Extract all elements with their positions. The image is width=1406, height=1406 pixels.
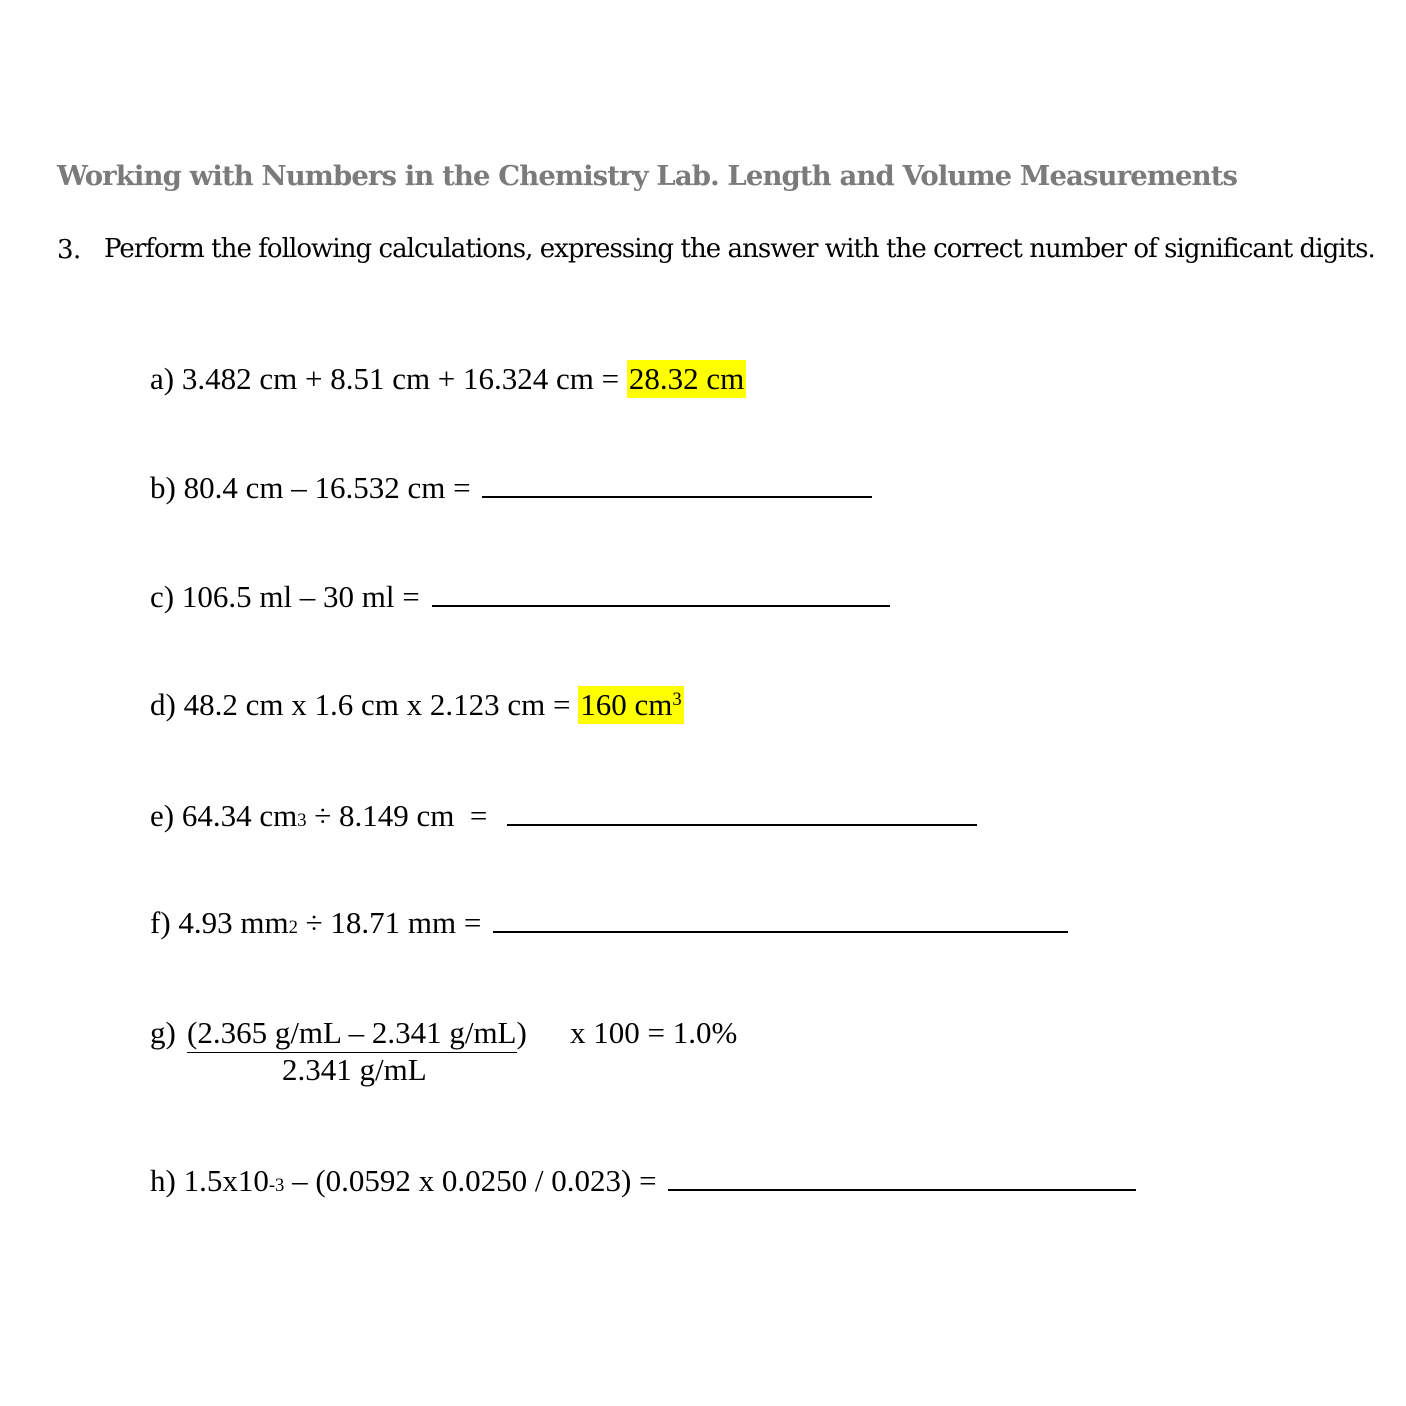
problem-c bbox=[150, 577, 890, 615]
problem-b-answer-blank[interactable] bbox=[482, 468, 872, 498]
question-number: 3. bbox=[57, 235, 81, 265]
problem-f: f) 4.93 mm 2 ÷ 18.71 mm = bbox=[150, 903, 1068, 941]
problem-g-numerator: (2.365 g/mL – 2.341 g/mL) bbox=[187, 1015, 527, 1050]
problem-a-answer: 28.32 cm bbox=[628, 361, 745, 396]
problem-d bbox=[150, 686, 684, 724]
problem-e: e) 64.34 cm 3 ÷ 8.149 cm = bbox=[150, 796, 977, 834]
problem-h-expression-start: h) 1.5x10 bbox=[150, 1163, 269, 1198]
problem-h: h) 1.5x10 -3 – (0.0592 x 0.0250 / 0.023) = bbox=[150, 1161, 1136, 1199]
problem-g-denominator: 2.341 g/mL bbox=[282, 1052, 427, 1087]
problem-h-expression-end: – (0.0592 x 0.0250 / 0.023) = bbox=[284, 1163, 665, 1198]
problem-d-answer-exponent: 3 bbox=[672, 688, 682, 710]
page-title: Working with Numbers in the Chemistry Lab. Length and Volume Measurements bbox=[57, 160, 1238, 192]
problem-f-answer-blank[interactable] bbox=[493, 903, 1068, 933]
problem-g-result: x 100 = 1.0% bbox=[570, 1015, 738, 1050]
problem-d-answer-text: 160 cm bbox=[580, 687, 673, 722]
problem-b bbox=[150, 468, 872, 506]
problem-g-label: g) bbox=[150, 1015, 176, 1050]
problem-b-expression: b) 80.4 cm – 16.532 cm = bbox=[150, 470, 479, 505]
problem-e-expression-start: e) 64.34 cm bbox=[150, 798, 298, 833]
problem-h-answer-blank[interactable] bbox=[668, 1161, 1136, 1191]
problem-f-expression-end: ÷ 18.71 mm = bbox=[297, 905, 490, 940]
problem-c-expression: c) 106.5 ml – 30 ml = bbox=[150, 579, 428, 614]
problem-f-expression-start: f) 4.93 mm bbox=[150, 905, 289, 940]
question-text: Perform the following calculations, expressing the answer with the correct number of significant digits. bbox=[104, 234, 1375, 264]
problem-a-expression: a) 3.482 cm + 8.51 cm + 16.324 cm = bbox=[150, 361, 627, 396]
problem-a bbox=[150, 360, 746, 398]
problem-d-expression: d) 48.2 cm x 1.6 cm x 2.123 cm = bbox=[150, 687, 579, 722]
problem-e-answer-blank[interactable] bbox=[507, 796, 977, 826]
problem-d-answer bbox=[578, 686, 683, 724]
problem-e-expression-end: ÷ 8.149 cm = bbox=[306, 798, 503, 833]
problem-c-answer-blank[interactable] bbox=[432, 577, 890, 607]
